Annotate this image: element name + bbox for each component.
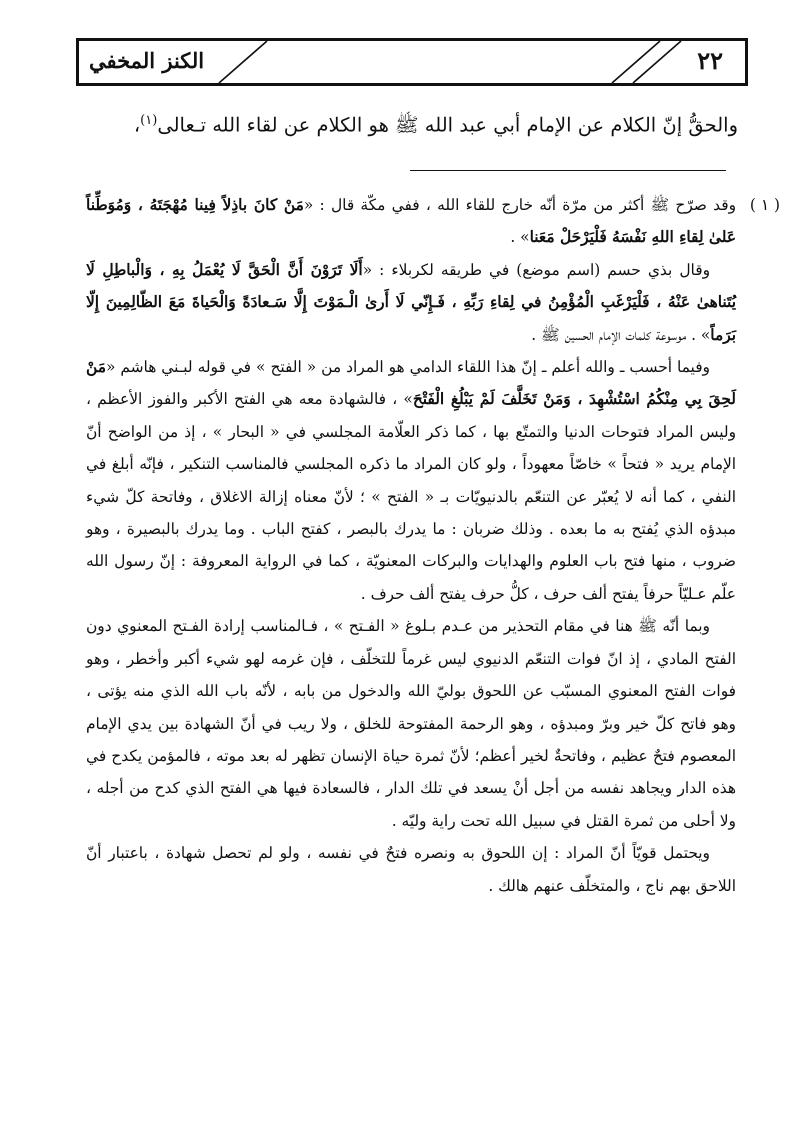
- footnote-separator: [410, 170, 726, 171]
- main-text: [58, 106, 738, 141]
- page-header: [76, 38, 748, 86]
- book-title: الكنز المخفي: [89, 48, 205, 73]
- footnote-paragraph-1: [86, 189, 736, 254]
- footnote-paragraph-5: ويحتمل قويّاً أنّ المراد : إن اللحوق به ونصره فتحٌ في نفسه ، ولو لم تحصل شهادة ، باعتبار أنّ اللاحق بهم ناج ، والمتخلّف عنهم هالك .: [86, 844, 736, 895]
- fn2-tail: » . موسوعة كلمات الإمام الحسين ﷺ .: [531, 325, 711, 344]
- main-end-mark: ،: [133, 113, 141, 137]
- footnote-section: [86, 189, 780, 902]
- footnote-marker: ( ١ ): [749, 196, 780, 214]
- fn1-tail: » .: [510, 228, 530, 247]
- fn2-quote: أَلَا تَرَوْنَ أَنَّ الْحَقَّ لَا يُعْمَلُ بِهِ ، وَالْباطِلِ لَا يُتَناهىٰ عَنْهُ ، فَلْيَرْغَبِ الْمُؤْمِنُ في لِقاءِ رَبِّهِ ، فَـإِنّي لَا أَرىٰ الْـمَوْتَ إِلَّا سَـعادَةً وَالْحَياةَ مَعَ الظّالِمِينَ إِلّا بَرَماً: [86, 260, 736, 344]
- fn3-text: وفيما أحسب ـ والله أعلم ـ إنّ هذا اللقاء الدامي هو المراد من « الفتح » في قوله لبـني هاشم «: [105, 358, 710, 377]
- footnote-paragraph-3: [86, 351, 736, 610]
- fn3-tail: » ، فالشهادة معه هي الفتح الأكبر والفوز الأعظم ، وليس المراد فتوحات الدنيا والتمتّع بها ، كما ذكر العلّامة المجلسي في « البحار » ، إذ من الواضح أنّ الإمام يريد « فتحاً » خاصّاً معهوداً ، ولو كان المراد ما ذكره المجلسي فالمناسب التنكير ، فإنّه أبلغ في النفي ، كما أنه لا يُعبّر عن التنعّم بالدنيويّات بـ « الفتح » ؛ لأنّ معناه إزالة الاغلاق ، وفاتحة كلّ شيء مبدؤه الذي يُفتح به ما بعده . وذلك ضربان : ما يدرك بالبصر ، كفتح الباب . وما يدرك بالبصيرة ، وهو ضروب ، منها فتح باب العلوم والهدايات والبركات المعنويّة ، كما في الرواية المعروفة : إنّ رسول الله علّم عـليّاً حرفاً يفتح ألف حرف ، كلُّ حرف يفتح ألف حرف .: [86, 390, 736, 603]
- fn2-text: وقال بذي حسم (اسم موضع) في طريقه لكربلاء : «: [362, 260, 711, 279]
- footnote-paragraph-2: [86, 254, 736, 351]
- main-sentence: والحقُّ إنّ الكلام عن الإمام أبي عبد الله ﷺ هو الكلام عن لقاء الله تـعالى: [157, 113, 738, 137]
- fn1-quote: مَنْ كانَ باذِلاً فِينا مُهْجَتَهُ ، وَمُوَطِّناً عَلىٰ لِقاءِ اللهِ نَفْسَهُ فَلْيَرْحَلْ مَعَنا: [86, 196, 736, 247]
- fn3-quote: مَنْ لَحِقَ بِي مِنْكُمُ اسْتُشْهِدَ ، وَمَنْ تَخَلَّفَ لَمْ يَبْلُغِ الْفَتْحَ: [86, 358, 736, 409]
- page-number: ٢٢: [697, 46, 723, 75]
- fn1-text: وقد صرّح ﷺ أكثر من مرّة أنّه خارج للقاء الله ، ففي مكّة قال : «: [303, 196, 736, 214]
- footnote-reference: (١): [140, 113, 158, 128]
- footnote-paragraph-4: وبما أنّه ﷺ هنا في مقام التحذير من عـدم بـلوغ « الفـتح » ، فـالمناسب إرادة الفـتح المعنوي دون الفتح المادي ، إذ انّ فوات التنعّم الدنيوي ليس غرماً للتخلّف ، فإن غرمه لهو شيء أكبر وأخطر ، وهو فوات الفتح المعنوي المسبّب عن اللحوق بوليّ الله والدخول من بابه ، لأنّه باب الله الذي منه يؤتى ، وهو فاتح كلّ خير وبرّ ومبدؤه ، وهو الرحمة المفتوحة للخلق ، ولا ريب في أنّ الشهادة بين يدي الإمام المعصوم فتحٌ عظيم ، وفاتحةٌ لخير أعظم؛ لأنّ ثمرة حياة الإنسان تظهر له بعد موته ، فالمؤمن يكدح في هذه الدار ويجاهد نفسه من أجل أنْ يسعد في تلك الدار ، فالسعادة فيها هي الفتح الذي كدح من أجله ، ولا أحلى من ثمرة القتل في سبيل الله تحت راية وليّه .: [86, 617, 736, 830]
